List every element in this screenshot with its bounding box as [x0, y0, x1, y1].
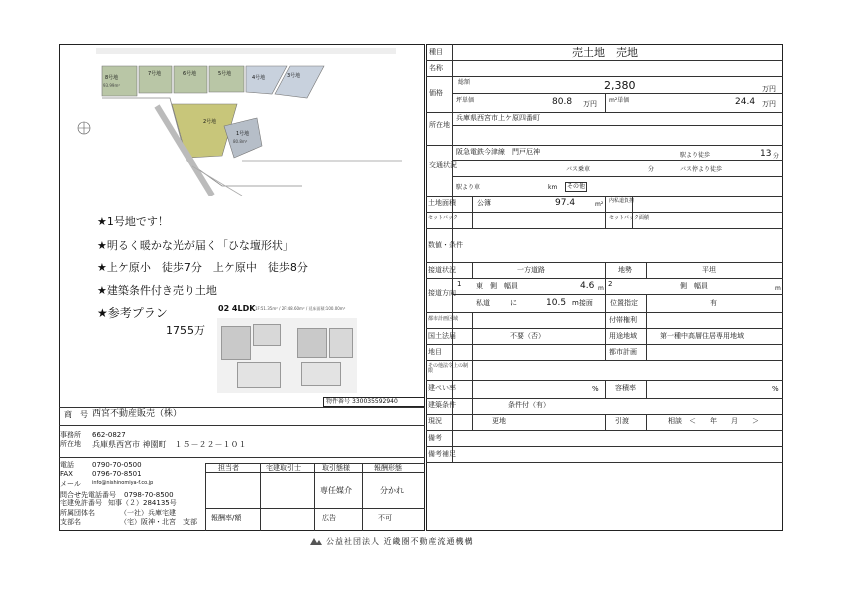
chimoku-label: 地目	[428, 348, 442, 356]
license: 知事（２）284135号	[108, 499, 177, 507]
ad-label: 広告	[322, 514, 336, 522]
lot-label: 7号地	[148, 71, 162, 77]
conditions-label: 数値・条件	[428, 241, 463, 249]
plan-price: 1755万	[166, 324, 205, 337]
tsubo-label: 坪単価	[456, 97, 475, 104]
plan-note: 1F:51.35m² / 2F:48.60m² / 延床面積:100.00m²	[255, 306, 346, 311]
walk-label: 駅より徒歩	[680, 152, 711, 159]
build-cond: 条件付（有）	[508, 401, 550, 409]
walk-minutes: 13	[760, 149, 772, 159]
lot-area: 93.99m²	[103, 83, 120, 88]
traffic-label: 交通状況	[429, 161, 457, 169]
road-dir-1: 東 側 幅員	[476, 282, 518, 290]
footer-text: 公益社団法人 近畿圏不動産流通機構	[326, 537, 474, 546]
reward-label: 報酬率/額	[211, 514, 242, 522]
road-dir-1-no: 1	[457, 280, 462, 288]
city-plan-label: 都市計画	[609, 348, 637, 356]
bus-unit: 分	[648, 166, 655, 173]
m2-price-value: 24.4	[735, 97, 756, 107]
other-limit-label: その他法令上の制限	[428, 363, 469, 374]
frontage-label: 私道	[476, 299, 490, 307]
kind-label: 種目	[429, 48, 443, 56]
location-label: 所在地	[429, 121, 450, 129]
price-unit: 万円	[762, 85, 776, 93]
rights-label: 付帯権利	[609, 316, 637, 324]
plan-title: ★参考プラン	[97, 306, 168, 320]
handover: 相談 ＜ 年 月 ＞	[668, 417, 759, 425]
position-label: 位置指定	[610, 299, 638, 307]
zoning: 第一種中高層住居専用地域	[660, 332, 744, 340]
office-label: 事務所	[60, 431, 81, 439]
company-name: 西宮不動産販売（株）	[92, 409, 183, 419]
road: 一方道路	[517, 266, 545, 274]
remarks-extra-label: 備考補足	[428, 450, 456, 458]
listing-number: 330035592940	[352, 398, 398, 405]
terrain-label: 地勢	[618, 266, 632, 274]
land-area: 97.4	[555, 198, 576, 208]
header-tanto: 担当者	[218, 464, 239, 472]
lot-label: 2号地	[203, 119, 217, 125]
road-width-unit: m	[598, 285, 604, 292]
terrain: 平坦	[702, 266, 716, 274]
road-dir-label: 接道方向	[428, 289, 456, 297]
setback-label: セットバック	[428, 215, 458, 221]
setback-area-label: セットバック面積	[609, 215, 649, 221]
branch-label: 支部名	[60, 518, 81, 526]
lot-label: 6号地	[183, 71, 197, 77]
tsubo-unit: 万円	[583, 100, 597, 108]
station-car-unit: km	[548, 184, 558, 191]
lot-label: 5号地	[218, 71, 232, 77]
contact-label: 問合せ先電話番号	[60, 491, 116, 499]
price-value: 2,380	[604, 79, 636, 92]
highlight-3: ★上ケ原小 徒歩7分 上ケ原中 徒歩8分	[97, 261, 308, 274]
far-unit: %	[772, 385, 779, 393]
lot-8	[102, 66, 137, 96]
land-use: 不要（否）	[510, 332, 545, 340]
mail[interactable]: info@nishinomiya-f.co.jp	[92, 480, 154, 486]
listing-number-label: 物件番号	[326, 398, 351, 405]
location: 兵庫県西宮市上ケ原四番町	[456, 114, 540, 122]
ad-value: 不可	[378, 514, 392, 522]
price-label: 価格	[429, 89, 443, 97]
tel[interactable]: 0790-70-0500	[92, 461, 142, 469]
transaction-mode: 専任媒介	[320, 486, 352, 495]
footer	[310, 536, 474, 547]
bus-walk-label: バス停より徒歩	[680, 166, 723, 173]
lot-label: 4号地	[252, 75, 266, 81]
assoc-label: 所属団体名	[60, 509, 95, 517]
road-width-2-unit: m	[775, 285, 781, 292]
header-hoshu: 報酬形態	[374, 464, 402, 472]
bcr-unit: %	[592, 385, 599, 393]
fax: 0796-70-8501	[92, 470, 142, 478]
land-area-type: 公簿	[477, 199, 491, 207]
header-torihiki: 取引態様	[322, 464, 350, 472]
road-width-1: 4.6	[580, 281, 595, 291]
tel-label: 電話	[60, 461, 74, 469]
walk-unit: 分	[773, 153, 780, 160]
private-road-label: 内私道負担	[609, 198, 635, 204]
lot-label: 1号地	[236, 131, 250, 137]
handover-label: 引渡	[615, 417, 629, 425]
company-address: 兵庫県西宮市 神園町 １５－２２－１０１	[92, 440, 247, 449]
position-value: 有	[710, 299, 717, 307]
fax-label: FAX	[60, 470, 73, 478]
m2-price-label: m²単価	[609, 97, 630, 104]
highlight-1: ★1号地です！	[97, 215, 169, 228]
fee-type: 分かれ	[380, 486, 404, 495]
train-line: 阪急電鉄今津線 門戸厄神	[456, 148, 540, 156]
company-name-label: 商 号	[64, 410, 88, 419]
road-dir-2: 側 幅員	[680, 282, 708, 290]
frontage-unit: m接面	[572, 299, 593, 307]
far-label: 容積率	[615, 384, 636, 392]
office-postal: 662-0827	[92, 431, 126, 439]
tsubo-value: 80.8	[552, 97, 573, 107]
highlight-4: ★建築条件付き売り土地	[97, 284, 217, 297]
floor-plan-image	[217, 318, 357, 393]
status-label: 現況	[428, 417, 442, 425]
total-label: 総額	[458, 79, 471, 86]
plan-layout: 02 4LDK	[218, 304, 256, 313]
bcr-label: 建ぺい率	[428, 384, 456, 392]
branch: （宅）阪神・北宮 支部	[120, 518, 197, 526]
name-label: 名称	[429, 64, 443, 72]
land-use-label: 国土法届	[428, 332, 456, 340]
road-label: 接道状況	[428, 266, 456, 274]
site-map	[62, 46, 412, 196]
land-area-unit: m²	[595, 201, 604, 208]
license-label: 宅建免許番号	[60, 499, 102, 507]
address-label: 所在地	[60, 440, 81, 448]
lot-label: 3号地	[287, 73, 301, 79]
frontage-suffix: に	[510, 299, 517, 307]
land-area-label: 土地面積	[428, 199, 456, 207]
station-car-label: 駅より車	[456, 184, 481, 191]
other-label: その他	[567, 183, 586, 190]
mail-label: メール	[60, 480, 81, 488]
build-cond-label: 建築条件	[428, 401, 456, 409]
zoning-label: 用途地域	[609, 332, 637, 340]
logo-icon	[310, 537, 322, 546]
contact-tel[interactable]: 0798-70-8500	[124, 491, 174, 499]
property-kind: 売土地 売地	[572, 46, 638, 59]
assoc: （一社）兵庫宅建	[120, 509, 176, 517]
urban-label: 都市計画区域	[428, 316, 459, 322]
status: 更地	[492, 417, 506, 425]
lot-label: 8号地	[105, 75, 119, 81]
remarks-label: 備考	[428, 434, 442, 442]
lot-5	[209, 66, 244, 92]
m2-price-unit: 万円	[762, 100, 776, 108]
lot-area: 80.8m²	[233, 139, 248, 144]
frontage-width: 10.5	[546, 298, 567, 308]
bus-label: バス乗車	[566, 166, 591, 173]
road-dir-2-no: 2	[608, 280, 613, 288]
highlight-2: ★明るく暖かな光が届く「ひな壇形状」	[97, 239, 294, 252]
header-takken: 宅建取引士	[266, 464, 301, 472]
